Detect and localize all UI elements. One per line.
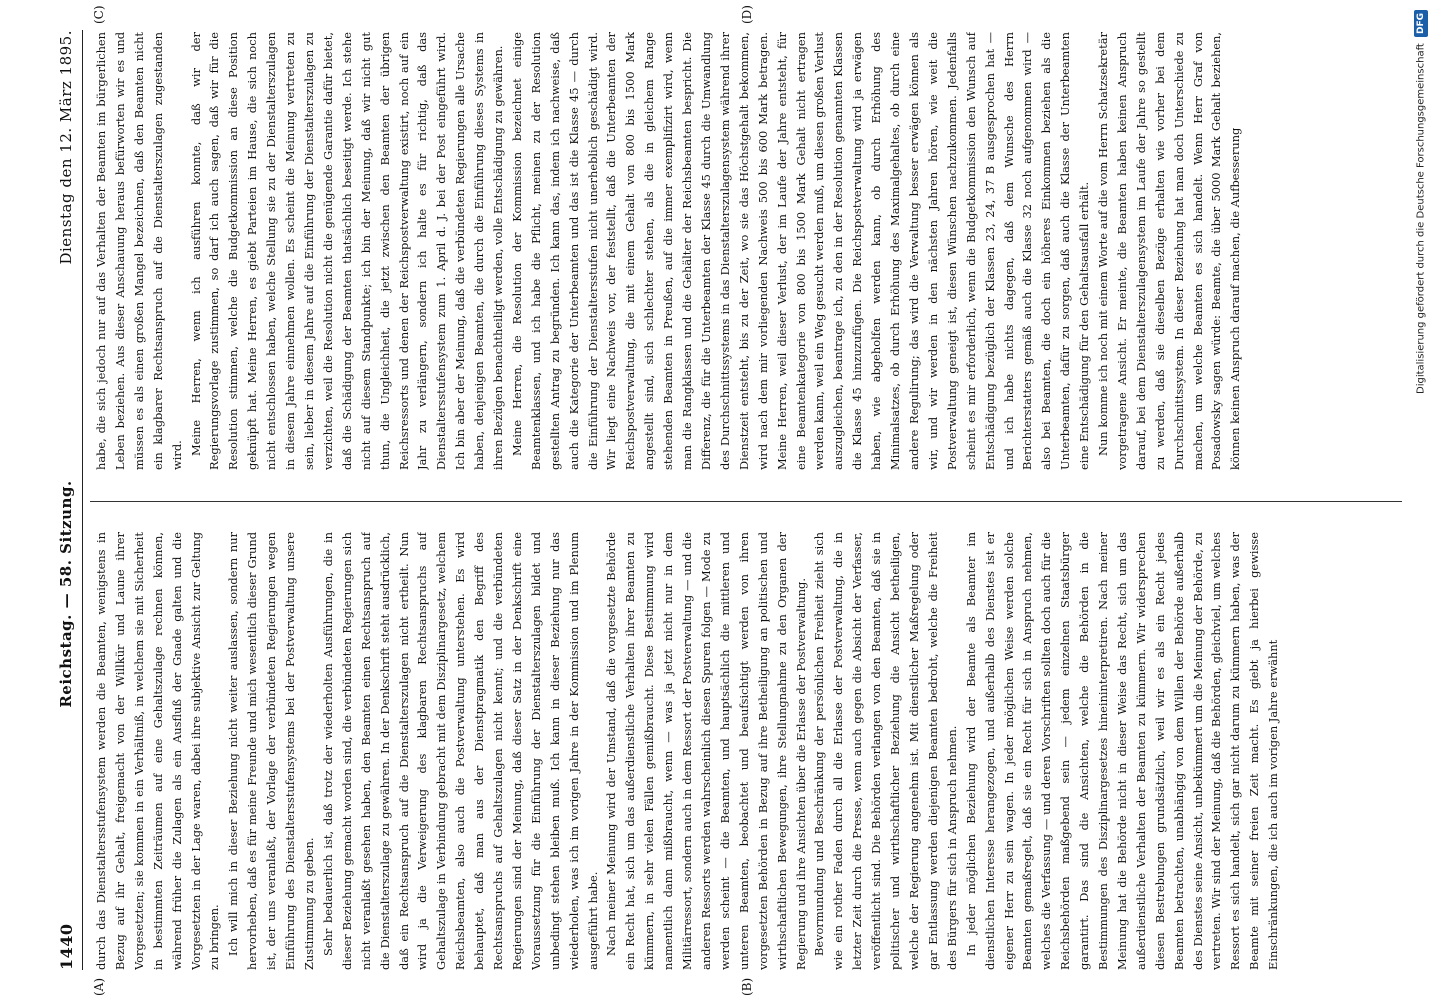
paragraph: durch das Dienstaltersstufensystem werden die Beamten, wenigstens in Bezug auf ihr Gehalt, freigemacht von der Willkür und Laune ihrer Vorgesetzten; sie kommen in ein Verhältniß, in welchem sie mit Sicherheit in bestimmten Zeiträumen auf eine Gehaltszulage rechnen können, während früher die Zulagen als ein Ausfluß der Gnade galten und die Vorgesetzten in der Lage waren, dabei ihre subjektive Ansicht zur Geltung zu bringen. bbox=[94, 532, 222, 970]
paragraph: Ich will mich in dieser Beziehung nicht weiter auslassen, sondern nur hervorheben, daß es für meine Freunde und mich wesentlich dieser Grund ist, der uns veranlaßt, der Vorlage der verbündeten Regierungen wegen Einführung des Dienstaltersstufensystems bei der Postverwaltung unsere Zustimmung zu geben. bbox=[226, 532, 316, 970]
session-date: Dienstag den 12. März 1895. bbox=[57, 30, 75, 265]
paragraph: Nach meiner Meinung wird der Umstand, daß die vorgesetzte Behörde ein Recht hat, sich um das außerdienstliche Verhalten ihrer Beamten zu kümmern, in sehr vielen Fällen gemißbraucht. Diese Bestimmung wird namentlich dann mißbraucht, wenn — was ja jetzt nicht nur in dem Militärressort, sondern auch in dem Ressort der Postverwaltung — und die anderen Ressorts werden wahrscheinlich diesen Spuren folgen — Mode zu werden scheint — die Beamten, und hauptsächlich die mittleren und unteren Beamten, beobachtet und beaufsichtigt werden von ihren vorgesetzten Behörden in Bezug auf ihre Betheiligung an politischen und wirthschaftlichen Bewegungen, ihre Stellungnahme zu den Organen der Regierung und ihre Ansichten über die Erlasse der Postverwaltung. bbox=[604, 532, 808, 970]
dfg-logo: DFG bbox=[1414, 10, 1428, 37]
paragraph: In jeder möglichen Beziehung wird der Beamte als Beamter im dienstlichen Interesse herangezogen, und außerhalb des Dienstes ist er eigener Herr zu sein wagen. In jeder möglichen Weise werden solche Beamten gemaßregelt, daß sie ein Recht für sich in Anspruch nehmen, welches die Verfassung — und deren Vorschriften sollten doch auch für die Reichsbehörden maßgebend sein — jedem einzelnen Staatsbürger garantirt. Das sind die Ansichten, welche die Behörden in die Bestimmungen des Disziplinargesetzes hineininterpretiren. Nach meiner Meinung hat die Behörde nicht in dieser Weise das Recht, sich um das außerdienstliche Verhalten der Beamten zu kümmern. Wir widersprechen diesen Bestrebungen grundsätzlich, weil wir es als ein Recht jedes Beamten betrachten, unabhängig von dem Willen der Behörde außerhalb des Dienstes seine Ansicht, unbekümmert um die Meinung der Behörde, zu vertreten. Wir sind der Meinung, daß die Behörden, gleichviel, um welches Ressort es sich handelt, sich gar nicht darum zu kümmern haben, was der Beamte mit seiner freien Zeit macht. Es giebt ja hierbei gewisse Einschränkungen, die ich auch im vorigen Jahre erwähnt bbox=[963, 532, 1281, 970]
paragraph: Meine Herren, wenn ich ausführen konnte, daß wir der Regierungsvorlage zustimmen, so darf ich auch sagen, daß wir für die Resolution stimmen, welche die Budgetkommission an diese Position geknüpft hat. Meine Herren, es giebt Parteien im Hause, die sich noch nicht entschlossen haben, welche Stellung sie zu der Dienstalterszulagen in diesem Jahre einnehmen wollen. Es scheint die Meinung vertreten zu sein, lieber in diesem Jahre auf die Einführung der Dienstalterszulagen zu verzichten, weil die Resolution nicht die genügende Garantie dafür bietet, daß die Schädigung der Beamten thatsächlich beseitigt werde. Ich stehe nicht auf diesem Standpunkte; ich bin der Meinung, daß wir nicht gut thun, die Ungleichheit, die jetzt zwischen den Beamten der übrigen Reichsressorts und denen der Reichspostverwaltung existirt, noch auf ein Jahr zu verlängern, sondern ich halte es für richtig, daß das Dienstaltersstufensystem zum 1. April d. J. bei der Post eingeführt wird. Ich bin aber der Meinung, daß die verbündeten Regierungen alle Ursache haben, denjenigen Beamten, die durch die Einführung dieses Systems in ihren Bezügen benachtheiligt werden, volle Entschädigung zu gewähren. bbox=[188, 32, 506, 470]
paragraph: Nun komme ich noch mit einem Worte auf die vom Herrn Schatzsekretär vorgetragene Ansicht. Er meinte, die Beamten haben keinen Anspruch darauf, bei dem Dienstalterszulagensystem im Laufe der Jahre so gestellt zu werden, daß sie dieselben Bezüge erhalten wie vorher bei dem Durchschnittssystem. In dieser Beziehung hat man doch Unterschiede zu machen, um welche Beamten es sich handelt. Wenn Herr Graf von Posadowsky sagen würde: Beamte, die über 5000 Mark Gehalt beziehen, können keinen Anspruch darauf machen, die Aufbesserung bbox=[1096, 32, 1243, 470]
left-column bbox=[92, 532, 1398, 970]
credit-text: Digitalisierung gefördert durch die Deutsche Forschungsgemeinschaft bbox=[1415, 43, 1427, 394]
session-title: Reichstag. — 58. Sitzung. bbox=[57, 480, 75, 708]
margin-marker-a: (A) bbox=[92, 977, 106, 996]
paragraph: habe, die sich jedoch nur auf das Verhalten der Beamten im bürgerlichen Leben beziehen. Aus dieser Anschauung heraus befürworten wir es und müssen es als einen großen Mangel bezeichnen, daß den Beamten nicht ein klagbarer Rechtsanspruch auf die Dienstalterszulagen zugestanden wird. bbox=[94, 32, 184, 470]
header-rule bbox=[82, 30, 83, 970]
margin-marker-b: (B) bbox=[740, 977, 754, 996]
page-number: 1440 bbox=[56, 923, 76, 970]
digitization-credit bbox=[1412, 10, 1430, 990]
paragraph: Meine Herren, die Resolution der Kommission bezeichnet einige Beamtenklassen, und ich habe die Pflicht, meinen zu der Resolution gestellten Antrag zu begründen. Ich kann das, indem ich nachweise, daß auch die Kategorie der Unterbeamten und das ist die Klasse 45 — durch die Einführung der Dienstaltersstufen nicht unerheblich geschädigt wird. Wir liegt eine Nachweis vor, der feststellt, daß die Unterbeamten der Reichspostverwaltung, die mit einem Gehalt von 800 bis 1500 Mark angestellt sind, sich schlechter stehen, als die in gleichem Range stehenden Beamten in Preußen, auf die immer exemplifizirt wird, wenn man die Rangklassen und die Gehälter der Reichsbeamten bespricht. Die Differenz, die für die Unterbeamten der Klasse 45 durch die Umwandlung des Durchschnittssystems in das Dienstalterszulagensystem während ihrer Dienstzeit entsteht, bis zu der Zeit, wo sie das Höchstgehalt bekommen, wird nach dem mir vorliegenden Nachweis 500 bis 600 Mark betragen. Meine Herren, weil dieser Verlust, der im Laufe der Jahre entsteht, für eine Beamtenkategorie von 800 bis 1500 Mark Gehalt nicht ertragen werden kann, weil ein Weg gesucht werden muß, um diesen großen Verlust auszugleichen, beantrage ich, zu den in der Resolution genannten Klassen die Klasse 45 hinzuzufügen. Die Reichspostverwaltung wird ja erwägen haben, wie abgeholfen werden kann, ob durch Erhöhung des Minimalsatzes, ob durch Erhöhung des Maximalgehaltes, ob durch eine andere Regulirung; das wird die Verwaltung besser erwägen können als wir, und wir werden in den nächsten Jahren hören, wie weit die Postverwaltung geneigt ist, diesen Wünschen nachzukommen. Jedenfalls scheint es mir erforderlich, wenn die Budgetkommission den Wunsch auf Entschädigung bezüglich der Klassen 23, 24, 37 B ausgesprochen hat — und ich habe nichts dagegen, daß dem Wunsche des Herrn Berichterstatters gemäß auch die Klasse 32 noch aufgenommen wird — also bei Beamten, die doch ein höheres Einkommen beziehen als die Unterbeamten, dafür zu sorgen, daß auch die Klasse der Unterbeamten eine Entschädigung für den Gehaltsausfall erhält. bbox=[509, 32, 1092, 470]
paragraph: Sehr bedauerlich ist, daß trotz der wiederholten Ausführungen, die in dieser Beziehung gemacht worden sind, die verbündeten Regierungen sich nicht veranlaßt gesehen haben, den Beamten einen Rechtsanspruch auf die Dienstalterszulage zu gewähren. In der Denkschrift steht ausdrücklich, daß ein Rechtsanspruch auf die Dienstalterszulagen nicht ertheilt. Nun wird ja die Verweigerung des klagbaren Rechtsanspruchs auf Gehaltszulage in Verbindung gebracht mit dem Disziplinargesetz, welchem Reichsbeamten, also auch die Postverwaltung unterstehen. Es wird behauptet, daß man aus der Dienstpragmatik den Begriff des Rechtsanspruchs auf Gehaltszulagen nicht kennt; und die verbündeten Regierungen sind der Meinung, daß dieser Satz in der Denkschrift eine Voraussetzung für die Einführung der Dienstalterszulagen bildet und unbedingt stehen bleiben muß. Ich kann in dieser Beziehung nur das wiederholen, was ich im vorigen Jahre in der Kommission und im Plenum ausgeführt habe. bbox=[320, 532, 600, 970]
page-header bbox=[54, 30, 78, 970]
margin-marker-d: (D) bbox=[740, 5, 754, 24]
paragraph: Bevormundung und Beschränkung der persönlichen Freiheit zieht sich wie ein rother Faden durch all die Erlasse der Postverwaltung, die in letzter Zeit durch die Presse, wenn auch gegen die Absicht der Verfasser, veröffentlicht sind. Die Behörden verlangen von den Beamten, daß sie in politischer und wirthschaftlicher Beziehung die Ansicht betheiligen, welche der Regierung angenehm ist. Mit dienstlicher Maßregelung oder gar Entlassung werden diejenigen Beamten bedroht, welche die Freiheit des Bürgers für sich in Anspruch nehmen. bbox=[812, 532, 959, 970]
right-column bbox=[92, 32, 1398, 470]
column-divider bbox=[90, 501, 1402, 502]
margin-marker-c: (C) bbox=[92, 5, 106, 24]
